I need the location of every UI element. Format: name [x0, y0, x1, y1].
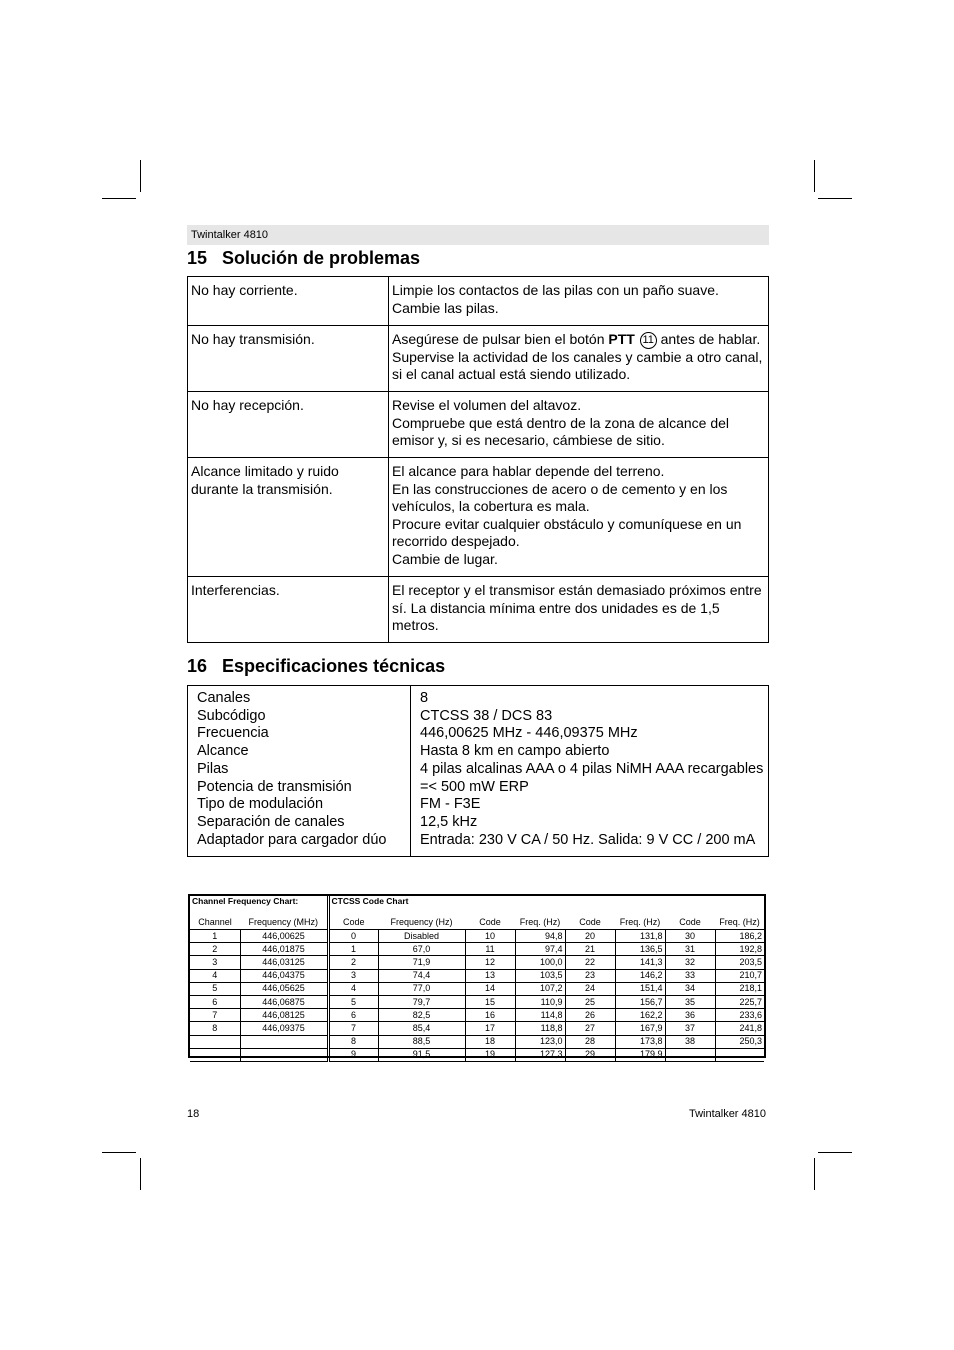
chart-body: [190, 930, 764, 1062]
table-cell: 74,4: [378, 969, 465, 982]
table-cell: 35: [665, 995, 715, 1008]
table-cell: 29: [565, 1048, 615, 1061]
spec-value: CTCSS 38 / DCS 83: [420, 707, 553, 724]
column-header: Freq. (Hz): [719, 917, 760, 927]
table-cell: 131,8: [615, 930, 665, 943]
section-title: Especificaciones técnicas: [222, 656, 446, 676]
table-cell: 167,9: [615, 1022, 665, 1035]
table-cell: 107,2: [515, 982, 565, 995]
table-cell: 1: [328, 943, 378, 956]
table-cell: 173,8: [615, 1035, 665, 1048]
column-header: Frequency (Hz): [390, 917, 453, 927]
spec-values: [420, 690, 763, 849]
problem-cell: Interferencias.: [188, 577, 389, 643]
table-cell: 6: [190, 995, 240, 1008]
table-cell: 103,5: [515, 969, 565, 982]
spec-label: Frecuencia: [197, 725, 269, 742]
spec-label: Tipo de modulación: [197, 796, 324, 813]
frequency-code-chart: [188, 894, 766, 1058]
table-cell: 77,0: [378, 982, 465, 995]
table-cell: 218,1: [715, 982, 764, 995]
spec-label: Alcance: [197, 743, 249, 760]
table-cell: 6: [328, 1009, 378, 1022]
table-row: [190, 1009, 764, 1022]
table-cell: 446,06875: [240, 995, 328, 1008]
table-cell: 446,05625: [240, 982, 328, 995]
table-cell: 23: [565, 969, 615, 982]
table-cell: 100,0: [515, 956, 565, 969]
table-cell: 15: [465, 995, 515, 1008]
table-cell: 22: [565, 956, 615, 969]
ptt-reference-number: 11: [640, 332, 657, 349]
table-row: [190, 1035, 764, 1048]
table-row: [188, 577, 769, 643]
specifications-table: [187, 685, 769, 857]
table-row: [188, 392, 769, 458]
table-cell: 446,01875: [240, 943, 328, 956]
solution-cell: El alcance para hablar depende del terreno. En las construcciones de acero o de cemento y en los vehículos, la cobertura es mala. Procure evitar cualquier obstáculo y comuníquese en un recorrido despejado. Cambie de lugar.: [389, 458, 769, 577]
code-chart-table: [190, 896, 764, 1062]
table-row: [190, 943, 764, 956]
table-cell: 71,9: [378, 956, 465, 969]
table-cell: 1: [190, 930, 240, 943]
table-cell: 192,8: [715, 943, 764, 956]
table-cell: 2: [190, 943, 240, 956]
table-cell: 21: [565, 943, 615, 956]
spec-label: Adaptador para cargador dúo: [197, 831, 387, 848]
table-cell: 3: [190, 956, 240, 969]
spec-label: Separación de canales: [197, 813, 345, 830]
table-cell: 26: [565, 1009, 615, 1022]
table-cell: 446,04375: [240, 969, 328, 982]
table-cell: [665, 1048, 715, 1061]
table-row: [190, 956, 764, 969]
table-cell: 85,4: [378, 1022, 465, 1035]
table-cell: Disabled: [378, 930, 465, 943]
table-row: [190, 982, 764, 995]
column-header: Freq. (Hz): [619, 917, 661, 927]
column-divider: [410, 686, 411, 856]
spec-labels: [197, 690, 386, 849]
table-cell: [715, 1048, 764, 1061]
table-cell: 2: [328, 956, 378, 969]
column-header: Frequency (MHz): [240, 916, 328, 930]
spec-value: 12,5 kHz: [420, 813, 478, 830]
spec-label: Potencia de transmisión: [197, 778, 352, 795]
table-cell: 127,3: [515, 1048, 565, 1061]
crop-mark: [814, 160, 815, 192]
column-header: Code: [342, 917, 365, 927]
table-cell: 91,5: [378, 1048, 465, 1061]
table-cell: 3: [328, 969, 378, 982]
table-cell: 30: [665, 930, 715, 943]
solution-cell: El receptor y el transmisor están demasiado próximos entre sí. La distancia mínima entre dos unidades es de 1,5 metros.: [389, 577, 769, 643]
table-cell: 18: [465, 1035, 515, 1048]
table-cell: 186,2: [715, 930, 764, 943]
table-cell: 225,7: [715, 995, 764, 1008]
table-cell: 7: [328, 1022, 378, 1035]
table-cell: 94,8: [515, 930, 565, 943]
table-cell: 31: [665, 943, 715, 956]
section-number: 16: [187, 656, 208, 676]
table-row: [190, 1022, 764, 1035]
table-cell: 9: [328, 1048, 378, 1061]
table-cell: 210,7: [715, 969, 764, 982]
ptt-label: PTT: [608, 331, 635, 347]
column-header: Code: [679, 917, 701, 927]
section-number: 15: [187, 248, 208, 268]
table-cell: 12: [465, 956, 515, 969]
table-cell: 446,09375: [240, 1022, 328, 1035]
table-cell: 146,2: [615, 969, 665, 982]
table-cell: [240, 1035, 328, 1048]
chart-title-row: [190, 896, 764, 916]
column-header: Freq. (Hz): [519, 917, 561, 927]
problem-cell: No hay transmisión.: [188, 326, 389, 392]
column-header: Code: [579, 917, 601, 927]
solution-cell: [389, 326, 769, 392]
table-cell: 19: [465, 1048, 515, 1061]
table-cell: [240, 1048, 328, 1061]
solution-text: Asegúrese de pulsar bien el botón: [392, 331, 609, 347]
crop-mark: [818, 1152, 852, 1153]
table-cell: 13: [465, 969, 515, 982]
table-cell: 82,5: [378, 1009, 465, 1022]
table-cell: 118,8: [515, 1022, 565, 1035]
table-row: [190, 969, 764, 982]
channel-chart-title: Channel Frequency Chart:: [190, 896, 328, 916]
section-title: Solución de problemas: [222, 248, 421, 268]
table-cell: 4: [190, 969, 240, 982]
table-cell: 151,4: [615, 982, 665, 995]
troubleshooting-table: [187, 276, 769, 643]
table-cell: [190, 1035, 240, 1048]
problem-cell: No hay corriente.: [188, 277, 389, 326]
table-cell: 5: [190, 982, 240, 995]
table-cell: 34: [665, 982, 715, 995]
table-row: [188, 277, 769, 326]
table-cell: 179,9: [615, 1048, 665, 1061]
running-header: [187, 225, 769, 245]
table-cell: 33: [665, 969, 715, 982]
table-cell: 446,03125: [240, 956, 328, 969]
table-cell: 141,3: [615, 956, 665, 969]
table-cell: 156,7: [615, 995, 665, 1008]
table-cell: 36: [665, 1009, 715, 1022]
crop-mark: [140, 160, 141, 192]
spec-label: Subcódigo: [197, 707, 266, 724]
spec-value: FM - F3E: [420, 796, 481, 813]
table-cell: 250,3: [715, 1035, 764, 1048]
table-cell: 4: [328, 982, 378, 995]
table-row: [188, 326, 769, 392]
table-cell: 38: [665, 1035, 715, 1048]
crop-mark: [140, 1158, 141, 1190]
table-cell: 8: [328, 1035, 378, 1048]
table-cell: 25: [565, 995, 615, 1008]
ctcss-chart-title: CTCSS Code Chart: [331, 896, 409, 906]
spec-value: Hasta 8 km en campo abierto: [420, 743, 610, 760]
problem-cell: Alcance limitado y ruido durante la transmisión.: [188, 458, 389, 577]
table-cell: 110,9: [515, 995, 565, 1008]
spec-value: 8: [420, 690, 429, 706]
table-cell: 37: [665, 1022, 715, 1035]
table-cell: 79,7: [378, 995, 465, 1008]
table-cell: [190, 1048, 240, 1061]
page-number: 18: [187, 1108, 200, 1120]
crop-mark: [818, 198, 852, 199]
table-cell: 136,5: [615, 943, 665, 956]
table-cell: 114,8: [515, 1009, 565, 1022]
table-cell: 28: [565, 1035, 615, 1048]
table-cell: 67,0: [378, 943, 465, 956]
table-cell: 11: [465, 943, 515, 956]
table-cell: 88,5: [378, 1035, 465, 1048]
table-row: [190, 1048, 764, 1061]
spec-label: Canales: [197, 690, 251, 706]
table-row: [190, 930, 764, 943]
table-cell: 24: [565, 982, 615, 995]
table-cell: 5: [328, 995, 378, 1008]
footer-product: Twintalker 4810: [688, 1108, 766, 1120]
crop-mark: [102, 1152, 136, 1153]
spec-value: 4 pilas alcalinas AAA o 4 pilas NiMH AAA recargables: [420, 760, 764, 777]
column-header: Code: [479, 917, 501, 927]
spec-value: =< 500 mW ERP: [420, 778, 529, 795]
table-cell: 27: [565, 1022, 615, 1035]
table-cell: 8: [190, 1022, 240, 1035]
solution-text: antes de hablar. Supervise la actividad de los canales y cambie a otro canal, si el canal actual está siendo utilizado.: [392, 331, 763, 383]
header-product: Twintalker 4810: [191, 229, 269, 241]
table-cell: 446,00625: [240, 930, 328, 943]
solution-cell: Limpie los contactos de las pilas con un paño suave. Cambie las pilas.: [389, 277, 769, 326]
table-cell: 446,08125: [240, 1009, 328, 1022]
table-cell: 0: [328, 930, 378, 943]
table-cell: 7: [190, 1009, 240, 1022]
table-cell: 16: [465, 1009, 515, 1022]
spec-label: Pilas: [197, 760, 229, 777]
table-cell: 97,4: [515, 943, 565, 956]
table-cell: 233,6: [715, 1009, 764, 1022]
table-row: [190, 995, 764, 1008]
table-cell: 14: [465, 982, 515, 995]
table-cell: 241,8: [715, 1022, 764, 1035]
crop-mark: [102, 198, 136, 199]
solution-cell: Revise el volumen del altavoz. Compruebe que está dentro de la zona de alcance del emisor y, si es necesario, cámbiese de sitio.: [389, 392, 769, 458]
table-cell: 10: [465, 930, 515, 943]
section-16-heading: [187, 656, 445, 677]
table-cell: 203,5: [715, 956, 764, 969]
spec-value: 446,00625 MHz - 446,09375 MHz: [420, 725, 638, 742]
table-cell: 17: [465, 1022, 515, 1035]
chart-header-row: [190, 916, 764, 930]
table-cell: 162,2: [615, 1009, 665, 1022]
problem-cell: No hay recepción.: [188, 392, 389, 458]
table-cell: 32: [665, 956, 715, 969]
crop-mark: [814, 1158, 815, 1190]
table-cell: 123,0: [515, 1035, 565, 1048]
section-15-heading: [187, 248, 420, 269]
table-row: [188, 458, 769, 577]
column-header: Channel: [198, 917, 232, 927]
table-cell: 20: [565, 930, 615, 943]
spec-value: Entrada: 230 V CA / 50 Hz. Salida: 9 V CC / 200 mA: [420, 831, 756, 848]
